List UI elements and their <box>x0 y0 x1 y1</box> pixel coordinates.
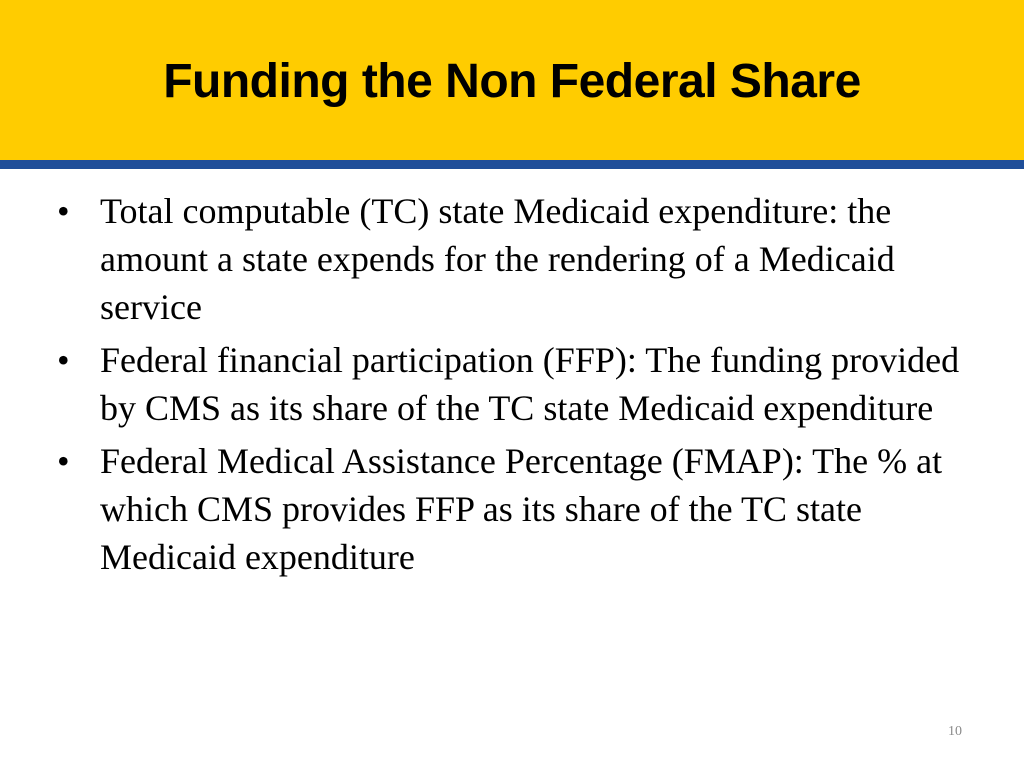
bullet-marker: • <box>57 191 70 231</box>
bullet-item-fmap <box>57 437 977 581</box>
bullet-text: Federal financial participation (FFP): The funding provided by CMS as its share of the TC state Medicaid expenditure <box>100 340 960 428</box>
bullet-item-ffp <box>57 336 977 432</box>
bullet-marker: • <box>57 340 70 380</box>
bullet-text: Federal Medical Assistance Percentage (FMAP): The % at which CMS provides FFP as its share of the TC state Medicaid expenditure <box>100 441 943 577</box>
title-divider <box>0 160 1024 169</box>
page-number: 10 <box>948 724 962 739</box>
slide-title: Funding the Non Federal Share <box>163 55 861 108</box>
bullet-item-tc <box>57 187 977 331</box>
bullet-marker: • <box>57 441 70 481</box>
title-banner <box>0 0 1024 160</box>
bullet-text: Total computable (TC) state Medicaid expenditure: the amount a state expends for the rendering of a Medicaid service <box>100 191 895 327</box>
bullet-list <box>57 187 977 586</box>
